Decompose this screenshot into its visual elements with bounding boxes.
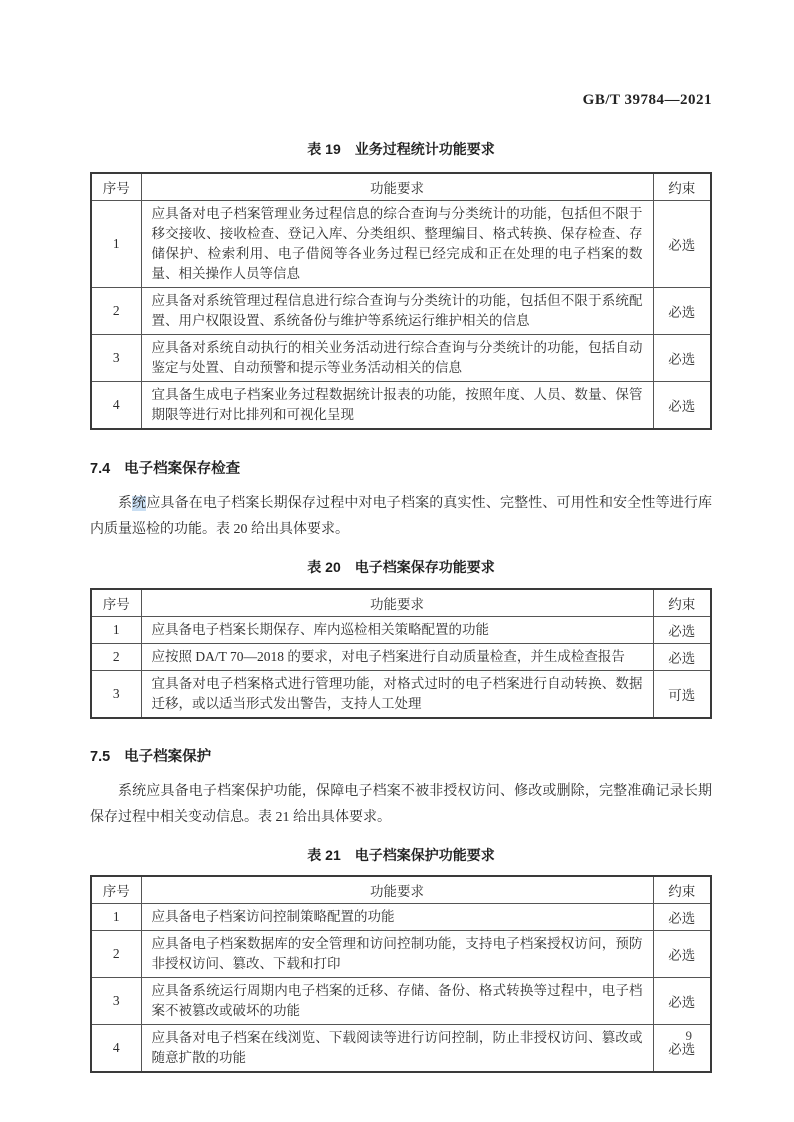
section-title: 电子档案保存检查 <box>124 461 241 477</box>
table19-caption-label: 表 19 <box>307 141 341 157</box>
table-row <box>91 1025 711 1073</box>
row-number-cell: 2 <box>91 644 141 671</box>
col-header-constraint: 约束 <box>653 876 711 904</box>
row-number-cell: 4 <box>91 382 141 430</box>
constraint-cell: 必选 <box>653 382 711 430</box>
paragraph-text: 系 <box>118 496 133 511</box>
table21 <box>90 875 712 1073</box>
table20 <box>90 588 712 719</box>
table19 <box>90 172 712 430</box>
table-row <box>91 671 711 719</box>
requirement-cell: 应具备对电子档案管理业务过程信息的综合查询与分类统计的功能，包括但不限于移交接收、接收检查、登记入库、分类组织、整理编目、格式转换、保存检查、存储保护、检索利用、电子借阅等各业务过程已经完成和正在处理的电子档案的数量、相关操作人员等信息 <box>141 201 653 288</box>
requirement-cell: 宜具备生成电子档案业务过程数据统计报表的功能，按照年度、人员、数量、保管期限等进行对比排列和可视化呈现 <box>141 382 653 430</box>
requirement-cell: 应具备对系统自动执行的相关业务活动进行综合查询与分类统计的功能，包括自动鉴定与处置、自动预警和提示等业务活动相关的信息 <box>141 335 653 382</box>
constraint-cell: 必选 <box>653 288 711 335</box>
standard-reference: GB/T 39784—2021 <box>582 92 712 108</box>
table-row <box>91 931 711 978</box>
table-row <box>91 382 711 430</box>
requirement-cell: 应具备电子档案访问控制策略配置的功能 <box>141 904 653 931</box>
constraint-cell: 必选 <box>653 617 711 644</box>
row-number-cell: 3 <box>91 671 141 719</box>
requirement-cell: 应具备对系统管理过程信息进行综合查询与分类统计的功能，包括但不限于系统配置、用户权限设置、系统备份与维护等系统运行维护相关的信息 <box>141 288 653 335</box>
row-number-cell: 2 <box>91 288 141 335</box>
table-row <box>91 904 711 931</box>
page-number: 9 <box>685 1028 692 1043</box>
row-number-cell: 1 <box>91 904 141 931</box>
table-row <box>91 288 711 335</box>
table21-caption <box>90 845 712 865</box>
section-heading-7-5 <box>90 745 712 766</box>
table-row <box>91 978 711 1025</box>
table19-caption <box>90 139 712 159</box>
constraint-cell: 必选 <box>653 335 711 382</box>
table-row <box>91 617 711 644</box>
table20-caption <box>90 557 712 577</box>
table19-caption-title: 业务过程统计功能要求 <box>354 141 495 157</box>
text-selection-highlight: 统 <box>132 496 147 511</box>
table20-caption-label: 表 20 <box>307 559 341 575</box>
requirement-cell: 应具备系统运行周期内电子档案的迁移、存储、备份、格式转换等过程中，电子档案不被篡改或破坏的功能 <box>141 978 653 1025</box>
table19-header-row <box>91 173 711 201</box>
col-header-req: 功能要求 <box>141 876 653 904</box>
requirement-cell: 应按照 DA/T 70—2018 的要求，对电子档案进行自动质量检查，并生成检查报告 <box>141 644 653 671</box>
row-number-cell: 4 <box>91 1025 141 1073</box>
section-number: 7.5 <box>90 749 111 765</box>
col-header-req: 功能要求 <box>141 173 653 201</box>
constraint-cell: 必选 <box>653 904 711 931</box>
col-header-constraint: 约束 <box>653 589 711 617</box>
table20-caption-title: 电子档案保存功能要求 <box>354 559 495 575</box>
requirement-cell: 宜具备对电子档案格式进行管理功能，对格式过时的电子档案进行自动转换、数据迁移，或以适当形式发出警告，支持人工处理 <box>141 671 653 719</box>
table-row <box>91 201 711 288</box>
requirement-cell: 应具备电子档案数据库的安全管理和访问控制功能，支持电子档案授权访问，预防非授权访问、篡改、下载和打印 <box>141 931 653 978</box>
table21-caption-title: 电子档案保护功能要求 <box>354 847 495 863</box>
section-title: 电子档案保护 <box>124 749 212 765</box>
constraint-cell: 必选 <box>653 978 711 1025</box>
table21-caption-label: 表 21 <box>307 847 341 863</box>
requirement-cell: 应具备对电子档案在线浏览、下载阅读等进行访问控制，防止非授权访问、篡改或随意扩散的功能 <box>141 1025 653 1073</box>
col-header-constraint: 约束 <box>653 173 711 201</box>
col-header-no: 序号 <box>91 589 141 617</box>
section-7-4-paragraph <box>90 491 712 543</box>
col-header-no: 序号 <box>91 173 141 201</box>
row-number-cell: 1 <box>91 617 141 644</box>
constraint-cell: 必选 <box>653 931 711 978</box>
section-heading-7-4 <box>90 457 712 478</box>
table21-header-row <box>91 876 711 904</box>
row-number-cell: 1 <box>91 201 141 288</box>
constraint-cell: 可选 <box>653 671 711 719</box>
row-number-cell: 3 <box>91 978 141 1025</box>
constraint-cell: 必选 <box>653 1025 711 1073</box>
constraint-cell: 必选 <box>653 201 711 288</box>
row-number-cell: 2 <box>91 931 141 978</box>
row-number-cell: 3 <box>91 335 141 382</box>
table20-header-row <box>91 589 711 617</box>
section-number: 7.4 <box>90 461 111 477</box>
col-header-req: 功能要求 <box>141 589 653 617</box>
paragraph-text: 应具备在电子档案长期保存过程中对电子档案的真实性、完整性、可用性和安全性等进行库内质量巡检的功能。表 20 给出具体要求。 <box>90 496 713 537</box>
table-row <box>91 644 711 671</box>
col-header-no: 序号 <box>91 876 141 904</box>
section-7-5-paragraph: 系统应具备电子档案保护功能，保障电子档案不被非授权访问、修改或删除，完整准确记录长期保存过程中相关变动信息。表 21 给出具体要求。 <box>90 784 712 825</box>
table-row <box>91 335 711 382</box>
requirement-cell: 应具备电子档案长期保存、库内巡检相关策略配置的功能 <box>141 617 653 644</box>
constraint-cell: 必选 <box>653 644 711 671</box>
